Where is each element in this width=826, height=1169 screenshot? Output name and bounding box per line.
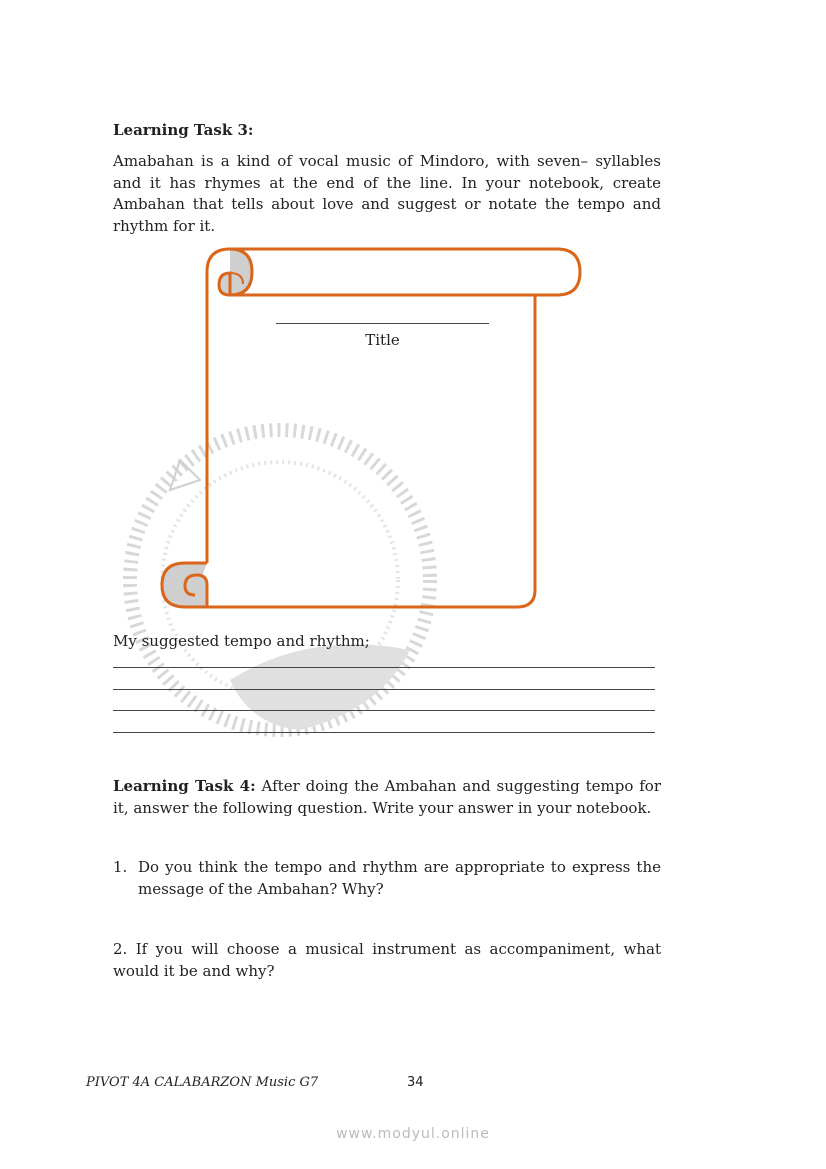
scroll-frame <box>155 245 585 615</box>
top-curl <box>219 249 252 295</box>
question-1 <box>113 856 661 900</box>
question-2 <box>113 938 661 982</box>
watermark-url: www.modyul.online <box>336 1126 490 1142</box>
answer-line-3 <box>113 710 655 711</box>
task3-heading: Learning Task 3: <box>113 121 254 139</box>
question-1-number: 1. <box>113 858 128 876</box>
task3-body: Amabahan is a kind of vocal music of Mindoro, with seven– syllables and it has rhymes at the end of the line. In your notebook, create Ambahan that tells about love and suggest or notate the tempo and rhythm for it. <box>113 152 661 235</box>
scroll-title-label: Title <box>365 331 400 349</box>
page-number: 34 <box>407 1075 424 1090</box>
question-2-text: If you will choose a musical instrument as accompaniment, what would it be and why? <box>113 940 661 980</box>
question-1-text: Do you think the tempo and rhythm are appropriate to express the message of the Ambahan? Why? <box>138 858 661 898</box>
footer-title: PIVOT 4A CALABARZON Music G7 <box>86 1075 319 1090</box>
suggestion-label: My suggested tempo and rhythm; <box>113 632 370 650</box>
title-blank-line <box>276 323 489 324</box>
answer-line-1 <box>113 667 655 668</box>
answer-line-2 <box>113 689 655 690</box>
bottom-curl <box>162 563 207 607</box>
task4-paragraph <box>113 776 661 819</box>
question-2-number: 2. <box>113 940 128 958</box>
answer-line-4 <box>113 732 655 733</box>
task4-heading: Learning Task 4: <box>113 777 256 795</box>
task4-body: After doing the Ambahan and suggesting tempo for it, answer the following question. Write your answer in your notebook. <box>113 777 661 817</box>
